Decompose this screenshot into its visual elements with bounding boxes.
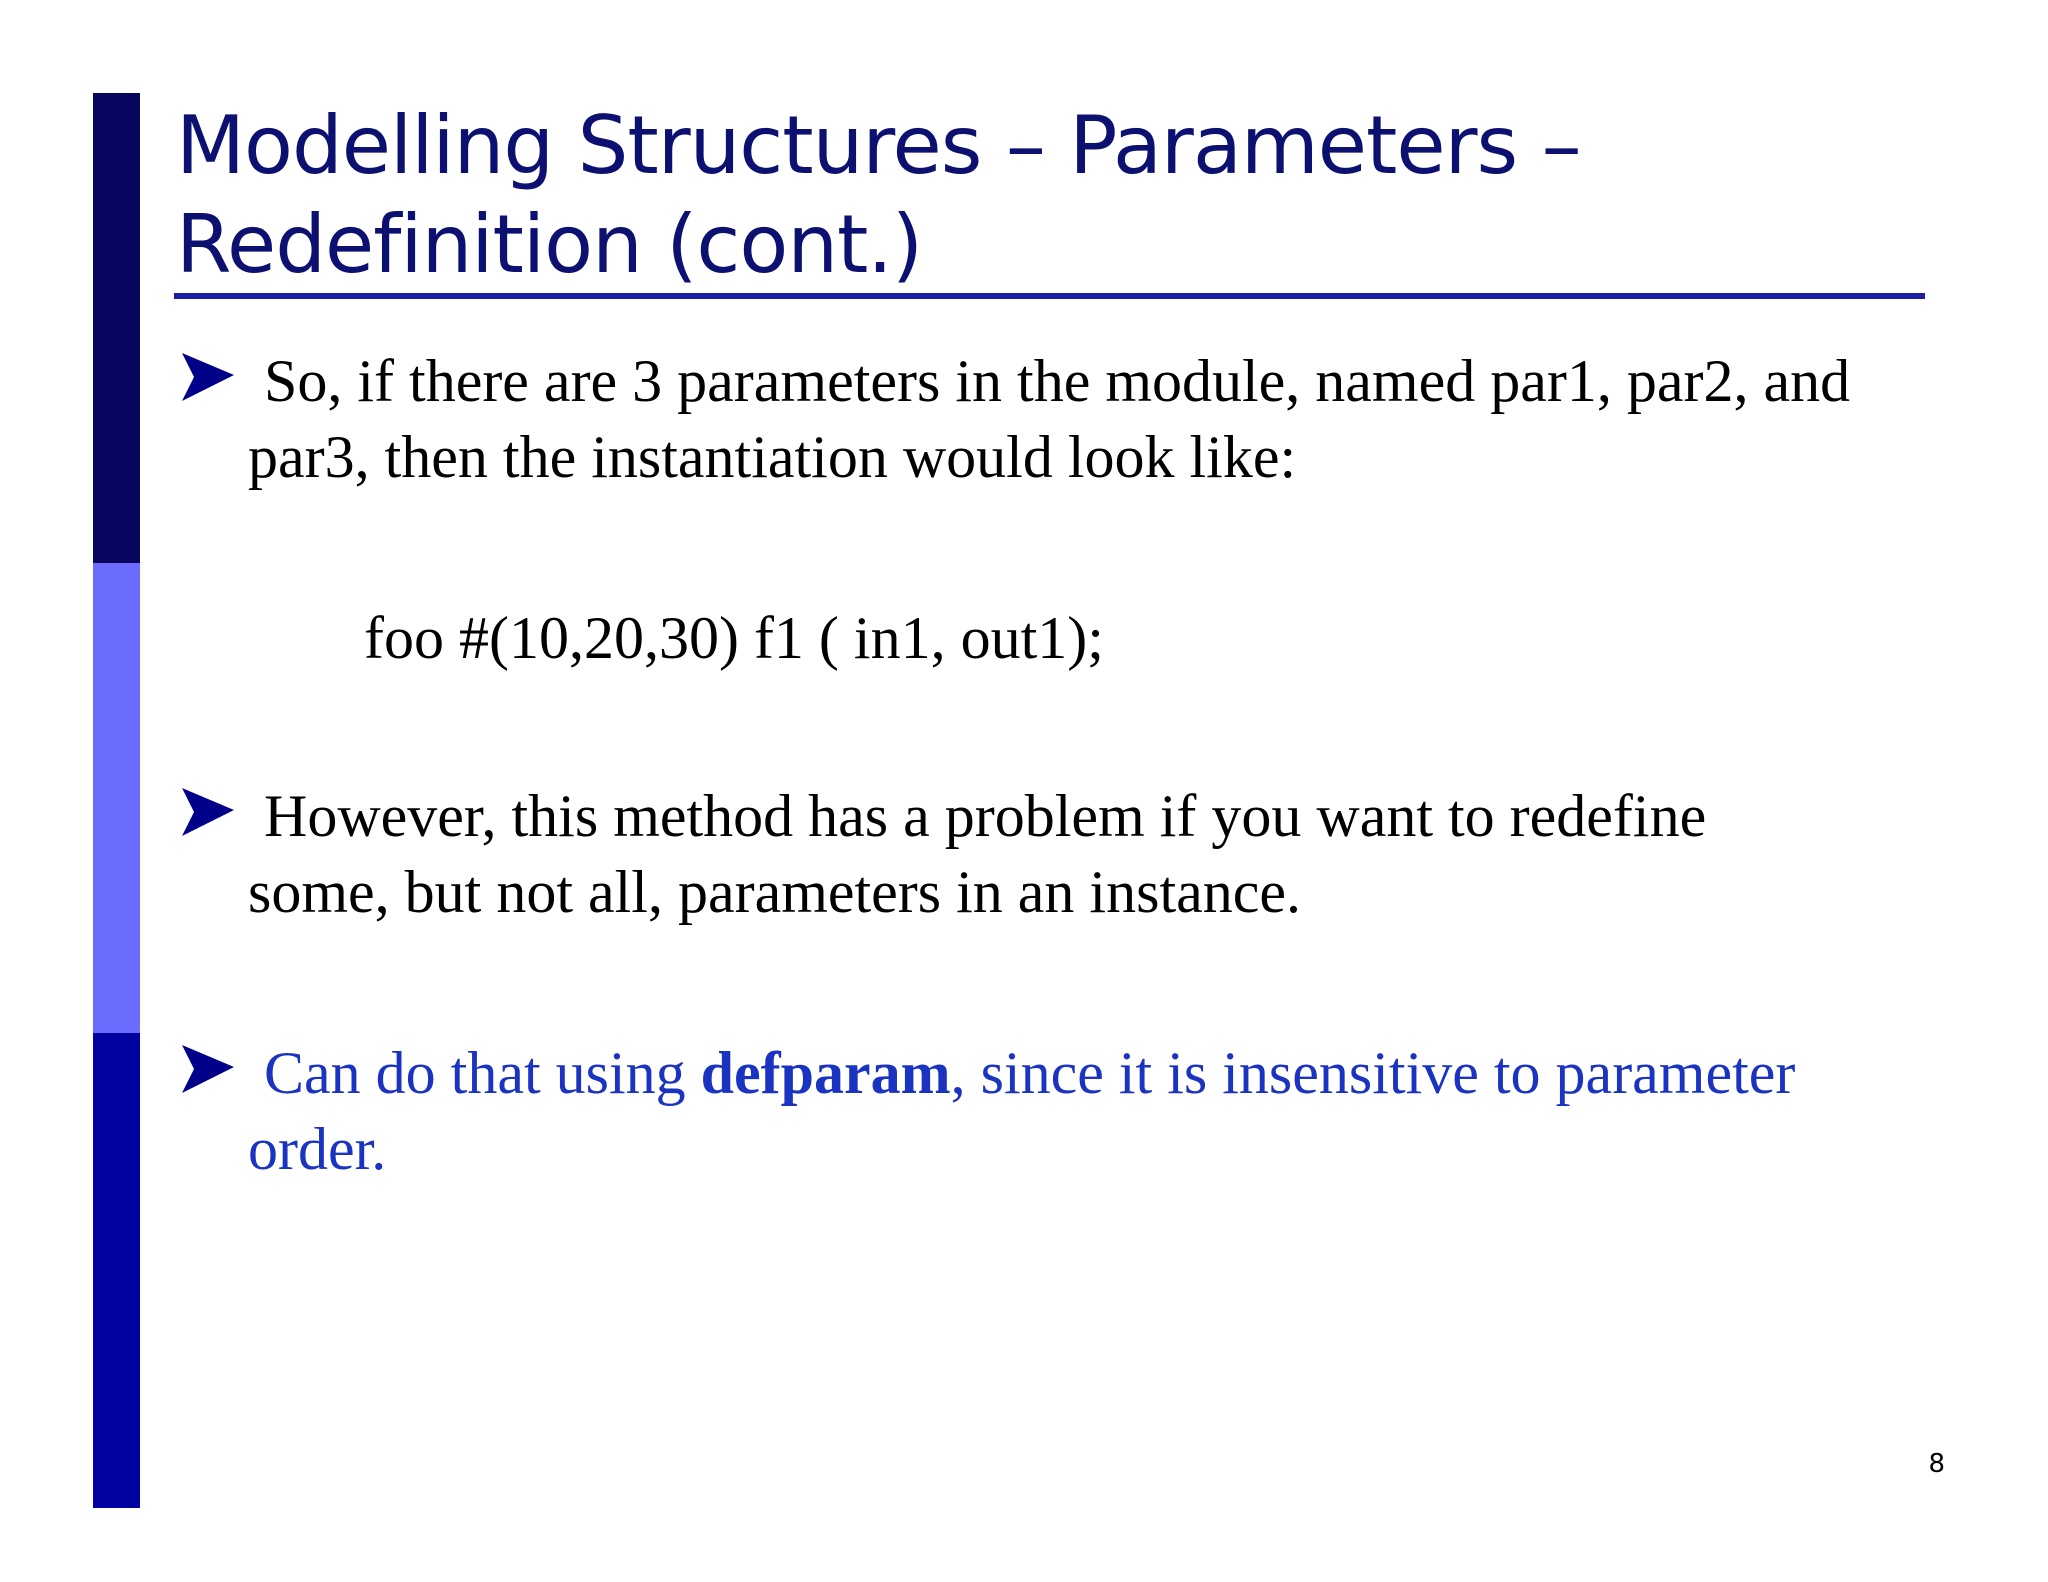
bullet-defparam — [180, 1035, 1960, 1187]
arrowhead-bullet-icon — [180, 349, 236, 405]
slide-title-line-2: Redefinition (cont.) — [176, 198, 923, 291]
side-bar-middle-segment — [93, 563, 140, 1033]
code-example: foo #(10,20,30) f1 ( in1, out1); — [364, 605, 1104, 671]
side-bar-top-segment — [93, 93, 140, 563]
bullet-text-line-2: some, but not all, parameters in an instance. — [248, 859, 1302, 925]
bullet-instantiation-example — [180, 343, 1960, 495]
slide-title-line-1: Modelling Structures – Parameters – — [176, 99, 1581, 192]
bullet-text-line-1 — [180, 1035, 1960, 1111]
defparam-keyword: defparam — [700, 1040, 951, 1106]
bullet-text-line-1: However, this method has a problem if you want to redefine — [264, 783, 1707, 849]
bullet-text-line-1: So, if there are 3 parameters in the module, named par1, par2, and — [264, 348, 1851, 414]
arrowhead-bullet-icon — [180, 1041, 236, 1097]
bullet-method-problem — [180, 778, 1960, 930]
bullet-text-line-2: order. — [248, 1116, 387, 1182]
bullet-text-line-2: par3, then the instantiation would look like: — [248, 424, 1297, 490]
slide-title — [176, 96, 1936, 294]
bullet-text-prefix: Can do that using — [264, 1040, 701, 1106]
arrowhead-bullet-icon — [180, 784, 236, 840]
page-number: 8 — [1928, 1449, 1945, 1479]
title-underline — [174, 293, 1925, 299]
side-bar-bottom-segment — [93, 1033, 140, 1508]
bullet-text-suffix: , since it is insensitive to parameter — [950, 1040, 1796, 1106]
